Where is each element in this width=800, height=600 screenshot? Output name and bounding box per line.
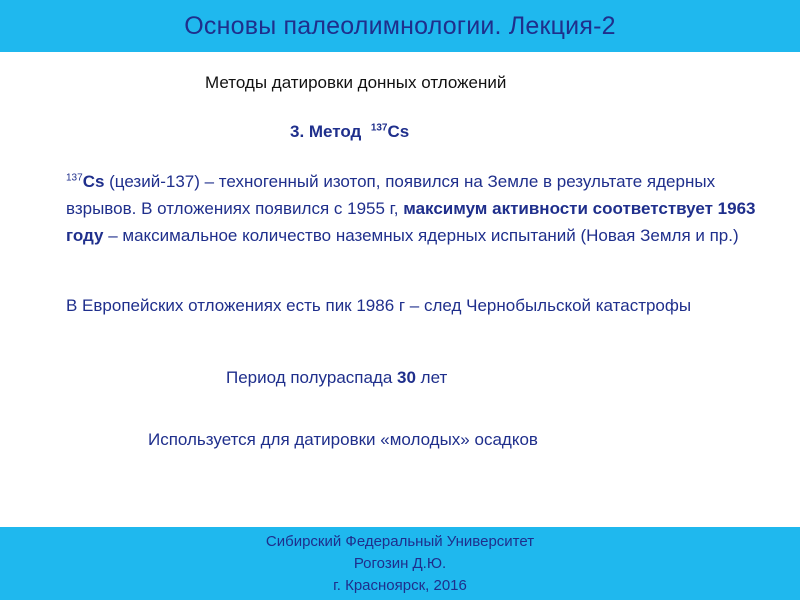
footer-city-year: г. Красноярск, 2016 bbox=[333, 576, 467, 594]
half-life bbox=[226, 368, 447, 388]
isotope-symbol: Cs bbox=[387, 122, 410, 141]
header-bar bbox=[0, 0, 800, 52]
usage-note: Используется для датировки «молодых» осадков bbox=[148, 430, 538, 449]
cesium-description bbox=[66, 168, 766, 249]
para1-mass: 137 bbox=[66, 172, 83, 184]
para1-symbol: Cs bbox=[82, 172, 105, 191]
half-life-value: 30 bbox=[397, 368, 416, 387]
para1-text-a: (цезий-137) – техногенный изотоп, появился на Земле в результате ядерных взрывов. В отложениях появился с 1955 г, bbox=[66, 172, 716, 218]
footer-author: Рогозин Д.Ю. bbox=[353, 554, 447, 572]
page-title: Основы палеолимнологии. Лекция-2 bbox=[184, 11, 616, 40]
half-life-unit: лет bbox=[415, 368, 448, 387]
para1-text-b: – максимальное количество наземных ядерных испытаний (Новая Земля и пр.) bbox=[103, 226, 739, 245]
footer-university: Сибирский Федеральный Университет bbox=[265, 532, 535, 550]
method-prefix: 3. Метод bbox=[290, 122, 362, 141]
para1-bold: максимум активности соответствует 1963 году bbox=[66, 199, 756, 245]
method-heading bbox=[290, 122, 409, 142]
isotope-mass: 137 bbox=[370, 122, 388, 134]
half-life-label: Период полураспада bbox=[226, 368, 398, 387]
footer-bar bbox=[0, 527, 800, 600]
section-subtitle: Методы датировки донных отложений bbox=[205, 73, 507, 92]
chernobyl-note: В Европейских отложениях есть пик 1986 г – след Чернобыльской катастрофы bbox=[66, 296, 692, 315]
